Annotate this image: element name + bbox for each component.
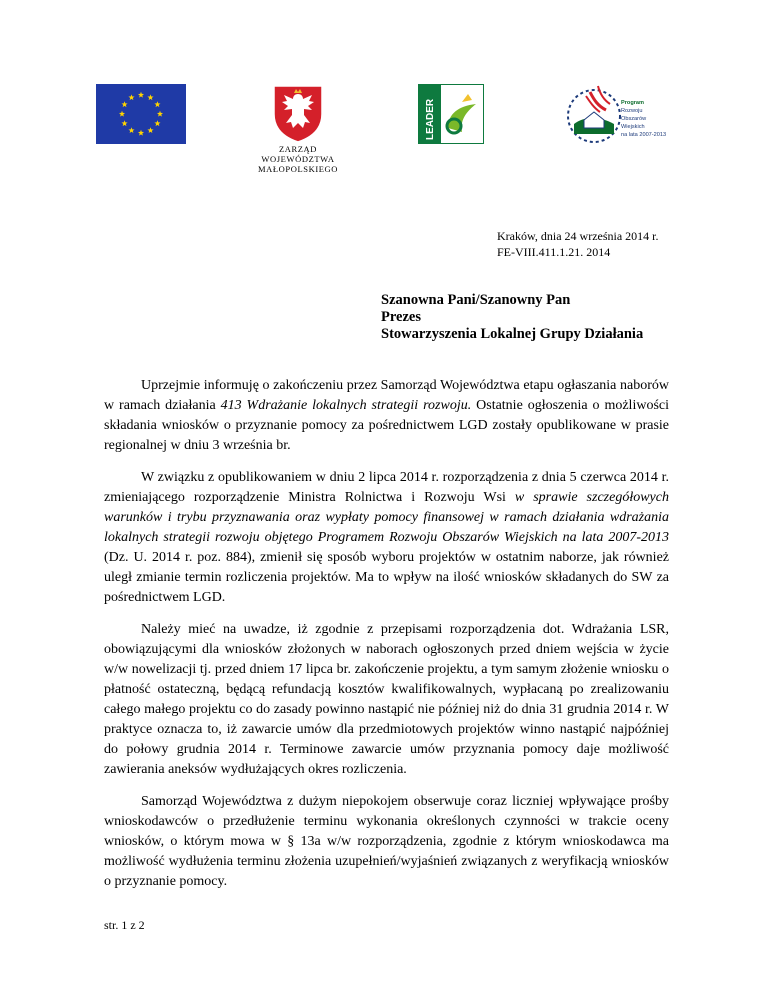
page-number: str. 1 z 2 bbox=[104, 918, 145, 932]
addressee-block bbox=[381, 292, 643, 343]
paragraph-3: Należy mieć na uwadze, iż zgodnie z przepisami rozporządzenia dot. Wdrażania LSR, obowiązującymi dla wniosków złożonych w naborach ogłoszonych przed dniem wejścia w życie w/w nowelizacji tj. przed dniem 17 lipca br. zakończenie projektu, a tym samym złożenie wniosku o płatność ostateczną, będącą refundacją kosztów kwalifikowalnych, wypłacaną po zrealizowaniu całego małego projektu co do zasady powinno nastąpić nie później niż do dnia 31 grudnia 2014 r. W praktyce oznacza to, iż zawarcie umów dla przedmiotowych projektów winno nastąpić najpóźniej do połowy grudnia 2014 r. Terminowe zawarcie umów przyznania pomocy daje możliwość zawierania aneksów wydłużających okres rozliczenia. bbox=[104, 622, 669, 777]
addressee-title: Prezes bbox=[381, 309, 421, 325]
text-span: Uprzejmie informuję o zakończeniu przez Samorząd Województwa etapu ogłaszania naborów w ramach działania bbox=[104, 378, 669, 413]
malopolska-crest-logo bbox=[272, 84, 324, 144]
addressee-organization: Stowarzyszenia Lokalnej Grupy Działania bbox=[381, 326, 644, 342]
text-span: Ostatnie ogłoszenia o możliwości składania wniosków o przyznanie pomocy za pośrednictwem LGD zostały opublikowane w prasie regionalnej w dniu 3 września br. bbox=[104, 398, 669, 453]
paragraph-4: Samorząd Województwa z dużym niepokojem obserwuje coraz liczniej wpływające prośby wnioskodawców o przedłużenie terminu wykonania określonych czynności w trakcie oceny wniosków, o którym mowa w § 13a w/w rozporządzenia, zgodnie z którym wnioskodawca ma możliwość wydłużenia terminu złożenia uzupełnień/wyjaśnień związanych z weryfikacją wniosków o przyznanie pomocy. bbox=[104, 794, 669, 889]
italic-span: w sprawie szczegółowych warunków i trybu przyznawania oraz wypłaty pomocy finansowej w ramach działania wdrażania lokalnych strategii rozwoju objętego Programem Rozwoju Obszarów Wiejskich na lata 2007-2013 bbox=[104, 490, 669, 545]
crest-label-line: ZARZĄD bbox=[278, 144, 318, 154]
prow-logo-text bbox=[621, 99, 711, 139]
italic-span: 413 Wdrażanie lokalnych strategii rozwoju. bbox=[220, 398, 472, 413]
place-date: Kraków, dnia 24 września 2014 r. bbox=[497, 229, 659, 243]
prow-text-line: Program bbox=[621, 100, 645, 106]
logo-header bbox=[0, 0, 768, 190]
text-span: (Dz. U. 2014 r. poz. 884), zmienił się sposób wyboru projektów w ostatnim naborze, jak również uległ zmianie termin rozliczenia projektów. Ma to wpływ na ilość wniosków składanych do SW za pośrednictwem LGD. bbox=[104, 550, 669, 605]
crest-label-line: MAŁOPOLSKIEGO bbox=[257, 164, 339, 174]
addressee-salutation: Szanowna Pani/Szanowny Pan bbox=[381, 292, 571, 308]
eu-flag-logo bbox=[96, 84, 186, 144]
prow-text-line: Rozwoju bbox=[621, 108, 643, 114]
crest-label-line: WOJEWÓDZTWA bbox=[261, 154, 335, 164]
prow-text-line: Obszarów bbox=[621, 116, 647, 122]
letter-body bbox=[104, 376, 669, 904]
prow-text-line: Wiejskich bbox=[621, 124, 645, 130]
paragraph-1 bbox=[104, 376, 669, 456]
leader-logo-text: LEADER bbox=[425, 98, 436, 140]
crest-label bbox=[236, 144, 360, 174]
prow-text-line: na lata 2007-2013 bbox=[621, 132, 667, 138]
leader-logo bbox=[418, 84, 484, 144]
text-span: W związku z opublikowaniem w dniu 2 lipca 2014 r. rozporządzenia z dnia 5 czerwca 2014 r. zmieniającego rozporządzenie Ministra Rolnictwa i Rozwoju Wsi bbox=[104, 470, 669, 505]
place-date-block bbox=[497, 228, 659, 260]
reference-number: FE-VIII.411.1.21. 2014 bbox=[497, 245, 611, 259]
paragraph-2 bbox=[104, 468, 669, 608]
